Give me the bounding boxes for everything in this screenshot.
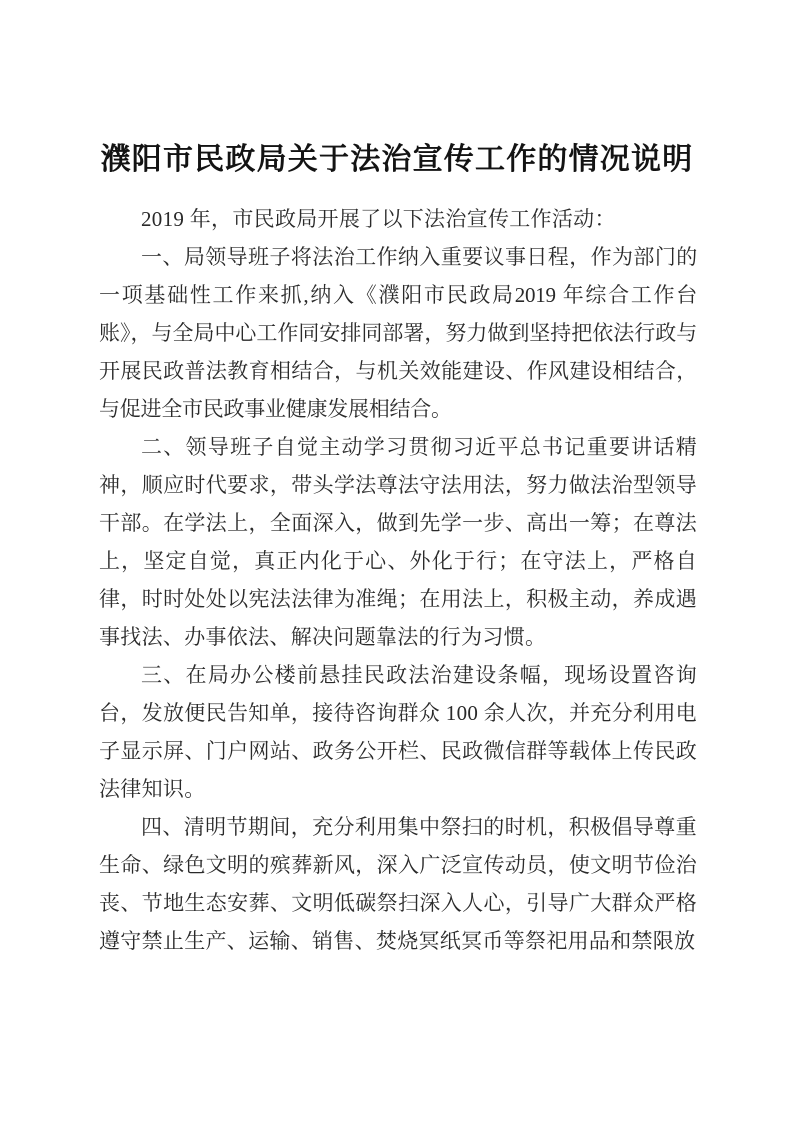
paragraph-item-1: 一、局领导班子将法治工作纳入重要议事日程，作为部门的一项基础性工作来抓,纳入《濮阳市民政局2019 年综合工作台账》，与全局中心工作同安排同部署，努力做到坚持把依法行政与开展民政普法教育相结合，与机关效能建设、作风建设相结合，与促进全市民政事业健康发展相结合。: [99, 245, 697, 421]
paragraph-intro: 2019 年，市民政局开展了以下法治宣传工作活动：: [141, 207, 616, 231]
paragraph-item-4: 四、清明节期间，充分利用集中祭扫的时机，积极倡导尊重生命、绿色文明的殡葬新风，深入广泛宣传动员，使文明节俭治丧、节地生态安葬、文明低碳祭扫深入人心，引导广大群众严格遵守禁止生产、运输、销售、焚烧冥纸冥币等祭祀用品和禁限放: [99, 815, 697, 953]
document-body: [99, 200, 697, 960]
page-title: 濮阳市民政局关于法治宣传工作的情况说明: [100, 143, 694, 177]
paragraph-item-3: 三、在局办公楼前悬挂民政法治建设条幅，现场设置咨询台，发放便民告知单，接待咨询群众 100 余人次，并充分利用电子显示屏、门户网站、政务公开栏、民政微信群等载体上传民政法律知识。: [99, 663, 697, 801]
paragraph-item-2: 二、领导班子自觉主动学习贯彻习近平总书记重要讲话精神，顺应时代要求，带头学法尊法守法用法，努力做法治型领导干部。在学法上，全面深入，做到先学一步、高出一筹；在尊法上，坚定自觉，真正内化于心、外化于行；在守法上，严格自律，时时处处以宪法法律为准绳；在用法上，积极主动，养成遇事找法、办事依法、解决问题靠法的行为习惯。: [99, 435, 697, 649]
